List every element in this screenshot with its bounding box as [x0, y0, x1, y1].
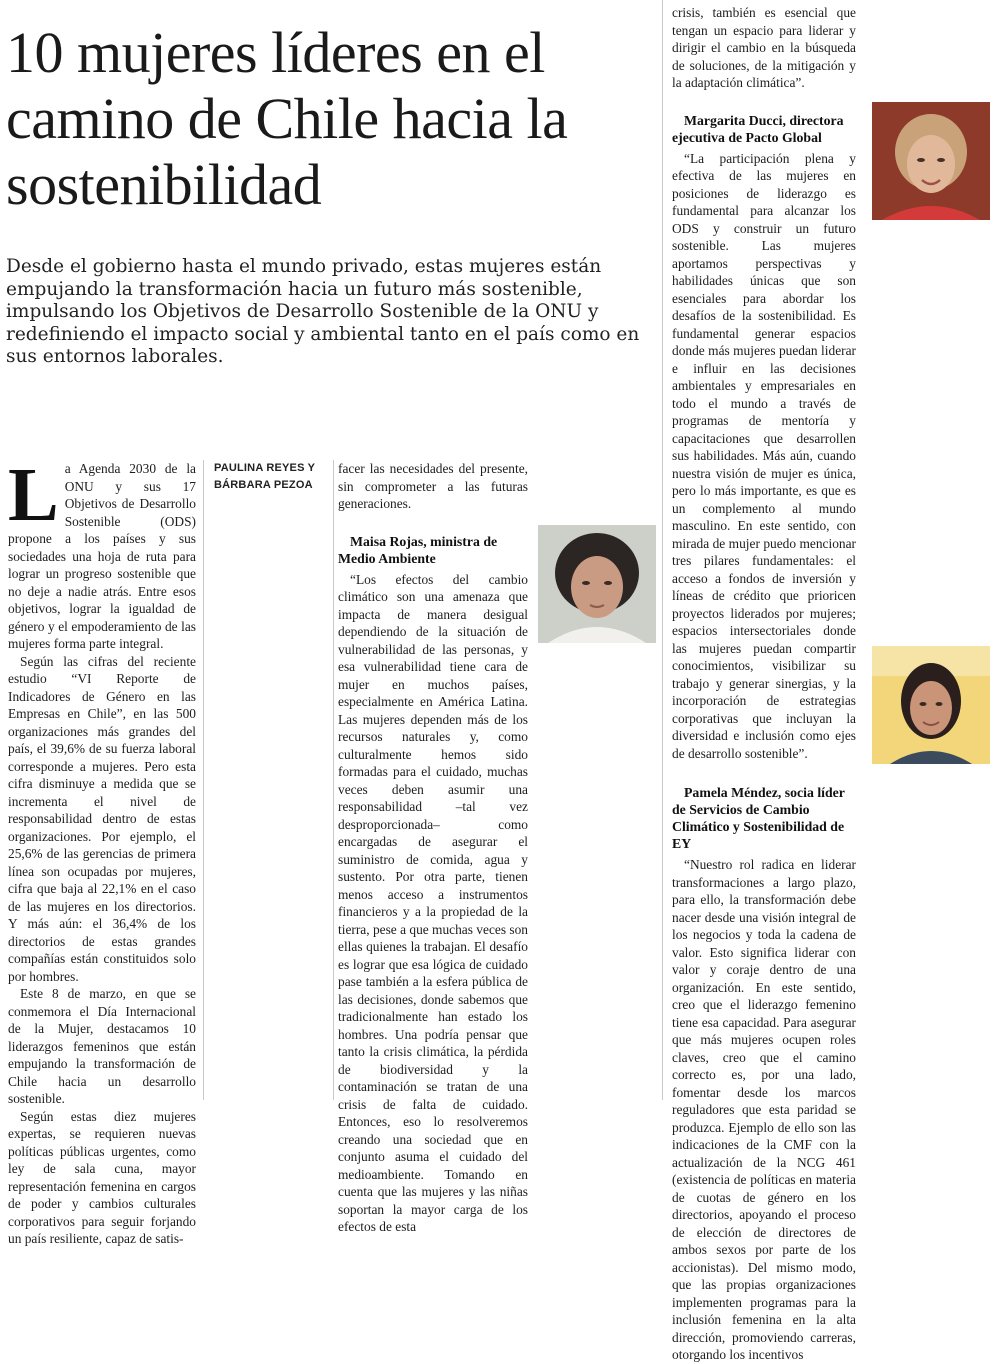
profile-name: Maisa Rojas, ministra de Medio Ambiente: [338, 533, 498, 566]
byline-line: BÁRBARA PEZOA: [214, 479, 313, 491]
article-column-2: [338, 460, 528, 1234]
byline-line: PAULINA REYES Y: [214, 462, 316, 474]
drop-cap: L: [8, 453, 59, 537]
profile-quote: “Nuestro rol radica en liderar transformaciones a largo plazo, para ello, la transformación debe nacer desde una visión integral de los negocios y toda la cadena de valor. Esto significa liderar con valor y coraje dentro de una organización. En este sentido, creo que el liderazgo femenino tiene esa capacidad. Para asegurar que más mujeres ocupen roles claves, creo que el camino correcto es, por una lado, fomentar desde los marcos reguladores que esta paridad se produzca. Ejemplo de ello son las indicaciones de la CMF con la actualización de la NCG 461 (existencia de políticas en materia de cuotas de género en los directorios, apoyando el proceso de elección de directores de ambos sexos por parte de los accionistas). Del mismo modo, que las propias organizaciones implementen programas para la inclusión femenina en la alta dirección, promoviendo carreras, otorgando los incentivos: [672, 857, 856, 1362]
profile-name: Margarita Ducci, directora ejecutiva de Pacto Global: [672, 112, 844, 145]
profile-name: Pamela Méndez, socia líder de Servicios de Cambio Climático y Sostenibilidad de EY: [672, 785, 845, 851]
headline: 10 mujeres líderes en el camino de Chile hacia la sostenibilidad: [6, 20, 568, 217]
article-paragraph: Según estas diez mujeres expertas, se requieren nuevas políticas públicas urgentes, como ley de sala cuna, mayor representación femenina en cargos de poder y cambios culturales corporativos para seguir forjando un país resiliente, capaz de satis-: [8, 1108, 196, 1246]
column-divider: [203, 460, 204, 1100]
article-paragraph: Este 8 de marzo, en que se conmemora el Día Internacional de la Mujer, destacamos 10 liderazgos femeninos que están empujando la transformación de Chile hacia un desarrollo sostenible.: [8, 986, 196, 1106]
deck: Desde el gobierno hasta el mundo privado, estas mujeres están empujando la transformación hacia un futuro más sostenible, impulsando los Objetivos de Desarrollo Sostenible de la ONU y redefiniendo el impacto social y ambiental tanto en el país como en sus entornos laborales.: [6, 256, 640, 367]
portrait-photo-pamela-mendez: [872, 646, 990, 764]
article-paragraph: Según las cifras del reciente estudio “VI Reporte de Indicadores de Género en las Empresas en Chile”, en las 500 organizaciones más grandes del país, el 39,6% de su fuerza laboral corresponde a mujeres. Pero esta cifra disminuye a medida que se incrementa el nivel de responsabilidad dentro de estas organizaciones. Por ejemplo, el 25,6% de las gerencias de primera línea son ocupadas por mujeres, cifra que baja al 22,1% en el caso de las mujeres en los directorios. Y más aún: el 36,4% de los directorios de estas grandes compañías están constituidos solo por hombres.: [8, 653, 196, 984]
column-divider: [333, 460, 334, 1100]
article-column-3: [672, 4, 856, 1362]
article-column-1: [8, 453, 196, 1246]
article-paragraph: facer las necesidades del presente, sin comprometer a las futuras generaciones.: [338, 461, 528, 511]
portrait-photo-maisa-rojas: [538, 525, 656, 643]
profile-quote-continuation: crisis, también es esencial que tengan un espacio para liderar y dirigir el cambio en la búsqueda de soluciones, de la mitigación y la adaptación climática”.: [672, 5, 856, 90]
article-paragraph: a Agenda 2030 de la ONU y sus 17 Objetivos de Desarrollo Sostenible (ODS) propone a los países y sus sociedades una hoja de ruta para lograr un progreso sostenible que no deje a nadie atrás. Entre esos objetivos, lograr la igualdad de género y el empoderamiento de las mujeres forma parte integral.: [8, 461, 196, 651]
profile-quote: “La participación plena y efectiva de las mujeres en posiciones de liderazgo es fundamental para alcanzar los ODS y construir un futuro sostenible. Las mujeres aportamos perspectivas y habilidades únicas que son esenciales para abordar los desafíos de la sostenibilidad. Es fundamental generar espacios donde más mujeres puedan liderar e influir en las decisiones ambientales y empresariales en todo el mundo a través de programas de mentoría y capacitaciones que desarrollen sus habilidades. Más aún, cuando nuestra visión de mujer es única, pero lo más importante, es que es un complemento al mundo masculino. En este sentido, con mirada de mujer puedo mencionar tres pilares fundamentales: el acceso a fondos de inversión y líneas de crédito que prioricen proyectos liderados por mujeres; espacios intersectoriales donde las mujeres puedan compartir conocimientos, visibilizar su trabajo y generar sinergias, y la incorporación de estrategias corporativas que incluyan la diversidad e inclusión como ejes de desarrollo sostenible”.: [672, 150, 856, 761]
byline: [214, 460, 334, 494]
portrait-photo-margarita-ducci: [872, 102, 990, 220]
column-divider: [662, 0, 663, 1100]
profile-quote: “Los efectos del cambio climático son una amenaza que impacta de manera desigual dependiendo de la situación de vulnerabilidad de las personas, y esa vulnerabilidad tiene cara de mujer en muchos países, especialmente en América Latina. Las mujeres dependen más de los recursos naturales y, como culturalmente hemos sido formadas para el cuidado, muchas veces deben asumir una responsabilidad –tal vez desproporcionada– como encargadas de asegurar el suministro de comida, agua y sustento. Por otra parte, tienen menos acceso a instrumentos financieros y a la propiedad de la tierra, pese a que muchas veces son ellas quienes la trabajan. El desafío es lograr que esa lógica de cuidado pase también a la esfera pública de las decisiones, donde sabemos que tradicionalmente han estado los hombres. Una podría pensar que tanto la crisis climática, la pérdida de biodiversidad y la contaminación se tratan de una crisis de falta de cuidado. Entonces, eso lo resolveremos creando una sociedad que en conjunto asuma el cuidado del medioambiente. Tomando en cuenta que las mujeres y las niñas soportan la mayor carga de los efectos de esta: [338, 571, 528, 1234]
